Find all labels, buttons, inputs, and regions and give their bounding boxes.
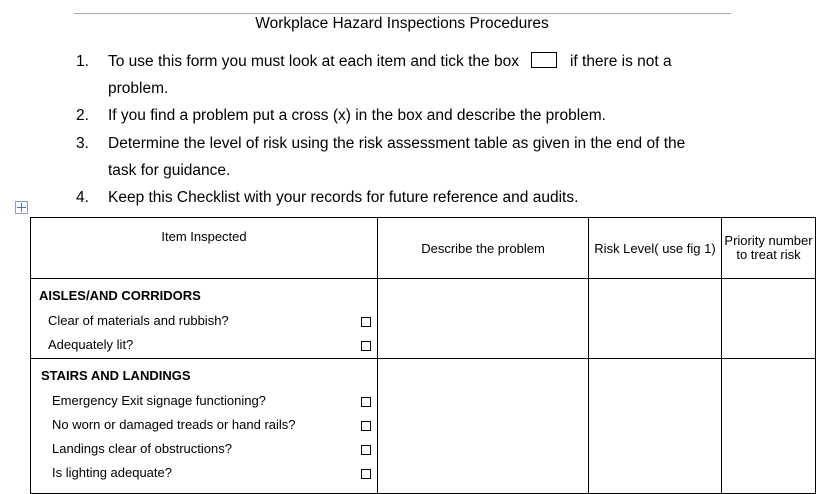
step-text: Keep this Checklist with your records for future reference and audits. bbox=[108, 189, 579, 206]
table-move-handle-icon[interactable] bbox=[15, 201, 28, 214]
priority-cell[interactable] bbox=[722, 359, 816, 494]
section-aisles bbox=[31, 279, 816, 359]
section-title: AISLES/AND CORRIDORS bbox=[39, 288, 201, 303]
checklist-item: Landings clear of obstructions? bbox=[31, 437, 377, 461]
checklist-item: Is lighting adequate? bbox=[31, 461, 377, 485]
header-risk-level: Risk Level( use fig 1) bbox=[589, 218, 722, 279]
checklist-item: Adequately lit? bbox=[31, 333, 377, 357]
step-number: 3. bbox=[76, 135, 89, 152]
header-item-inspected: Item Inspected bbox=[31, 218, 378, 279]
risk-cell[interactable] bbox=[589, 359, 722, 494]
step-text: If you find a problem put a cross (x) in the box and describe the problem. bbox=[108, 107, 606, 124]
item-checkbox[interactable] bbox=[361, 469, 371, 479]
checklist-item: Emergency Exit signage functioning? bbox=[31, 389, 377, 413]
item-checkbox[interactable] bbox=[361, 317, 371, 327]
step-number: 4. bbox=[76, 189, 89, 206]
table-header-row bbox=[31, 218, 816, 279]
checklist-item: No worn or damaged treads or hand rails? bbox=[31, 413, 377, 437]
item-checkbox[interactable] bbox=[361, 445, 371, 455]
step-number: 2. bbox=[76, 107, 89, 124]
step-text: Determine the level of risk using the risk assessment table as given in the end of the bbox=[108, 135, 686, 152]
step-number: 1. bbox=[76, 53, 89, 70]
section-title: STAIRS AND LANDINGS bbox=[41, 368, 191, 383]
header-describe-problem: Describe the problem bbox=[378, 218, 589, 279]
problem-cell[interactable] bbox=[378, 359, 589, 494]
checklist-table bbox=[30, 217, 816, 494]
tick-box-example bbox=[531, 52, 557, 68]
item-checkbox[interactable] bbox=[361, 421, 371, 431]
item-checkbox[interactable] bbox=[361, 341, 371, 351]
section-stairs bbox=[31, 359, 816, 494]
page-title: Workplace Hazard Inspections Procedures bbox=[255, 15, 549, 32]
problem-cell[interactable] bbox=[378, 279, 589, 359]
item-checkbox[interactable] bbox=[361, 397, 371, 407]
checklist-item: Clear of materials and rubbish? bbox=[31, 309, 377, 333]
priority-cell[interactable] bbox=[722, 279, 816, 359]
header-priority: Priority number to treat risk bbox=[722, 218, 816, 279]
risk-cell[interactable] bbox=[589, 279, 722, 359]
top-rule bbox=[74, 13, 731, 14]
step-text: To use this form you must look at each item and tick the box if there is not a bbox=[108, 53, 672, 70]
